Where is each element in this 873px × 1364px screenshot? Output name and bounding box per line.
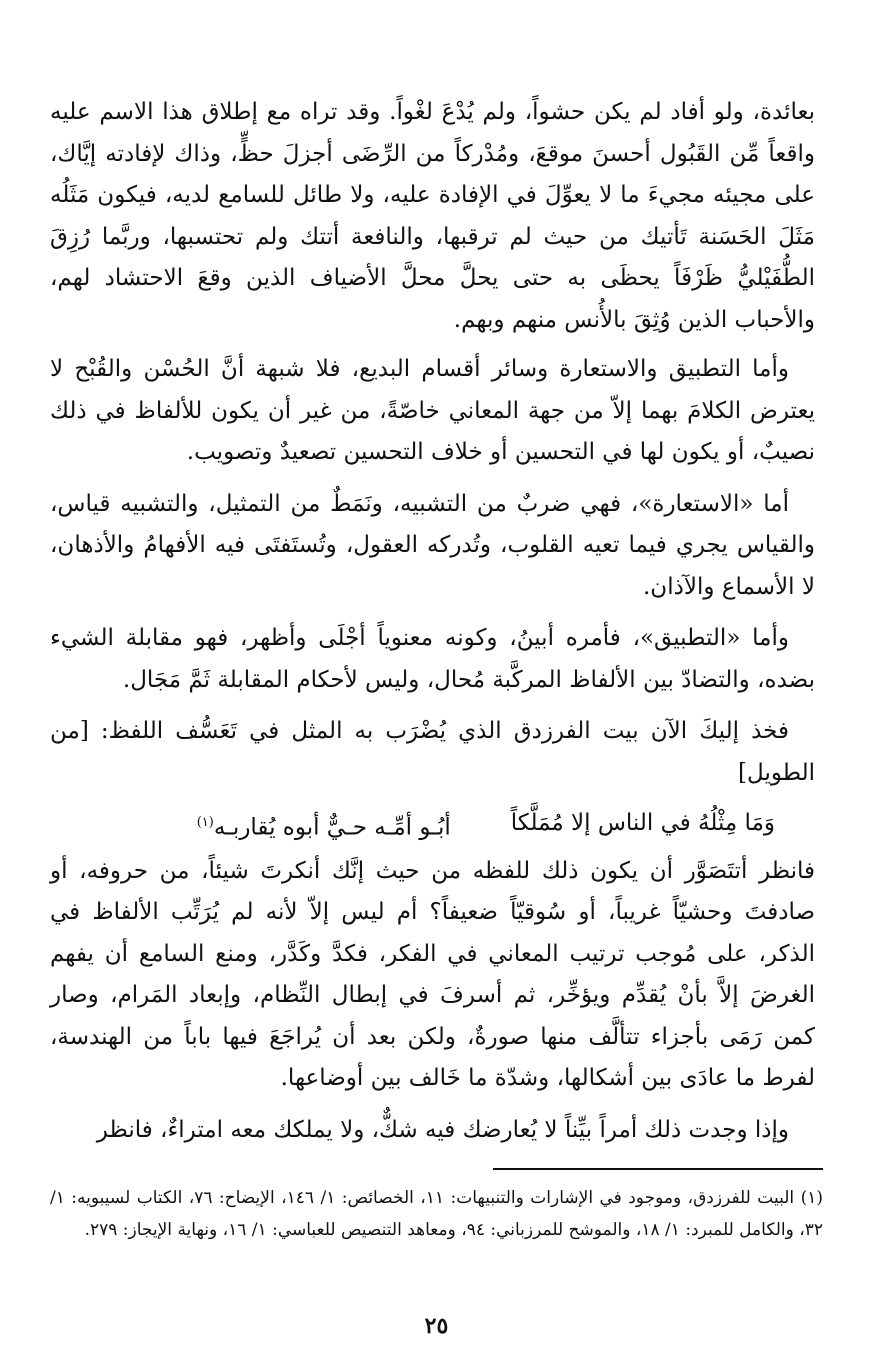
paragraph-3: أما «الاستعارة»، فهي ضربٌ من التشبيه، ونَمَطٌ من التمثيل، والتشبيه قياس، والقياس يجري فيما تعيه القلوب، وتُدركه العقول، وتُستَفتَى فيه الأفهامُ والأذهان، لا الأسماع والآذان. <box>50 490 815 600</box>
paragraph-2: وأما التطبيق والاستعارة وسائر أقسام البديع، فلا شبهة أنَّ الحُسْن والقُبْح لا يعترض الكلامَ بهما إلاّ من جهة المعاني خاصّةً، من غير أن يكون للألفاظ في ذلك نصيبٌ، أو يكون لها في التحسين أو خلاف التحسين تصعيدٌ وتصويب. <box>50 356 815 465</box>
page-number: ٢٥ <box>424 1313 449 1339</box>
verse-hemistich-2-text: أبُـو أمِّـه حـيٌّ أبوه يُقاربـه <box>213 814 451 841</box>
paragraph-7: وإذا وجدت ذلك أمراً بيِّناً لا يُعارضك فيه شكٌّ، ولا يملكك معه امتراءٌ، فانظر <box>96 1116 789 1143</box>
paragraph-6: فانظر أتتَصَوَّر أن يكون ذلك للفظه من حيث إنَّك أنكرتَ شيئاً، من حروفه، أو صادفتَ وحشيّاً غريباً، أو سُوقيّاً ضعيفاً؟ أم ليس إلاّ لأنه لم يُرَتِّب الألفاظ في الذكر، على مُوجب ترتيب المعاني في الفكر، فكدَّ وكَدَّر، ومنع السامع أن يفهم الغرضَ إلاَّ بأنْ يُقدِّم ويؤخِّر، ثم أسرفَ في إبطال النِّظام، وإبعاد المَرام، وصار كمن رَمَى بأجزاء تتألَّف منها صورةٌ، ولكن بعد أن يُراجَعَ فيها باباً من الهندسة، لفرط ما عادَى بين أشكالها، وشدّة ما خَالف بين أوضاعها. <box>50 857 815 1092</box>
paragraph-4: وأما «التطبيق»، فأمره أبينُ، وكونه معنوياً أجْلَى وأظهر، فهو مقابلة الشيء بضده، والتضادّ بين الألفاظ المركَّبة مُحال، وليس لأحكام المقابلة ثَمَّ مَجَال. <box>50 625 815 693</box>
paragraph-1: بعائدة، ولو أفاد لم يكن حشواً، ولم يُدْعَ لغْواً. وقد تراه مع إطلاق هذا الاسم عليه واقعاً مِّن القَبُول أحسنَ موقعَ، ومُدْركاً من الرِّضَى أجزلَ حظٍّ، وذاك لإفادته إيَّاك، على مجيئه مجيءَ ما لا يعوِّلَ في الإفادة عليه، ولا طائل للسامع لديه، فيكون مَثَلُه مَثَلَ الحَسَنة تَأتيك من حيث لم ترقبها، والنافعة أتتك ولم تحتسبها، وربَّما رُزِقَ الطُّفَيْليُّ ظَرْفَاً يحظَى به حتى يحلَّ محلَّ الأضياف الذين وقعَ الاحتشاد لهم، والأحباب الذين وُثِقَ بالأُنس منهم وبهم. <box>50 99 815 333</box>
footnote-divider <box>493 1168 823 1170</box>
poetry-verse <box>50 804 815 847</box>
footnote-1: (١) البيت للفرزدق، وموجود في الإشارات والتنبيهات: ١١، الخصائص: ١/ ١٤٦، الإيضاح: ٧٦، الكتاب لسيبويه: ١/ ٣٢، والكامل للمبرد: ١/ ١٨، والموشح للمرزباني: ٩٤، ومعاهد التنصيص للعباسي: ١/ ١٦، ونهاية الإيجاز: ٢٧٩. <box>50 1188 823 1240</box>
footnote-marker[interactable]: (١) <box>196 815 214 830</box>
main-text <box>50 92 815 1151</box>
paragraph-5: فخذ إليكَ الآن بيت الفرزدق الذي يُضْرَب به المثل في تَعَسُّف اللفظ: [من الطويل] <box>50 718 815 786</box>
footnotes <box>50 1182 823 1246</box>
verse-hemistich-2 <box>197 804 451 847</box>
verse-hemistich-1: وَمَا مِثْلُهُ في الناس إلا مُمَلَّكاً <box>510 810 775 836</box>
